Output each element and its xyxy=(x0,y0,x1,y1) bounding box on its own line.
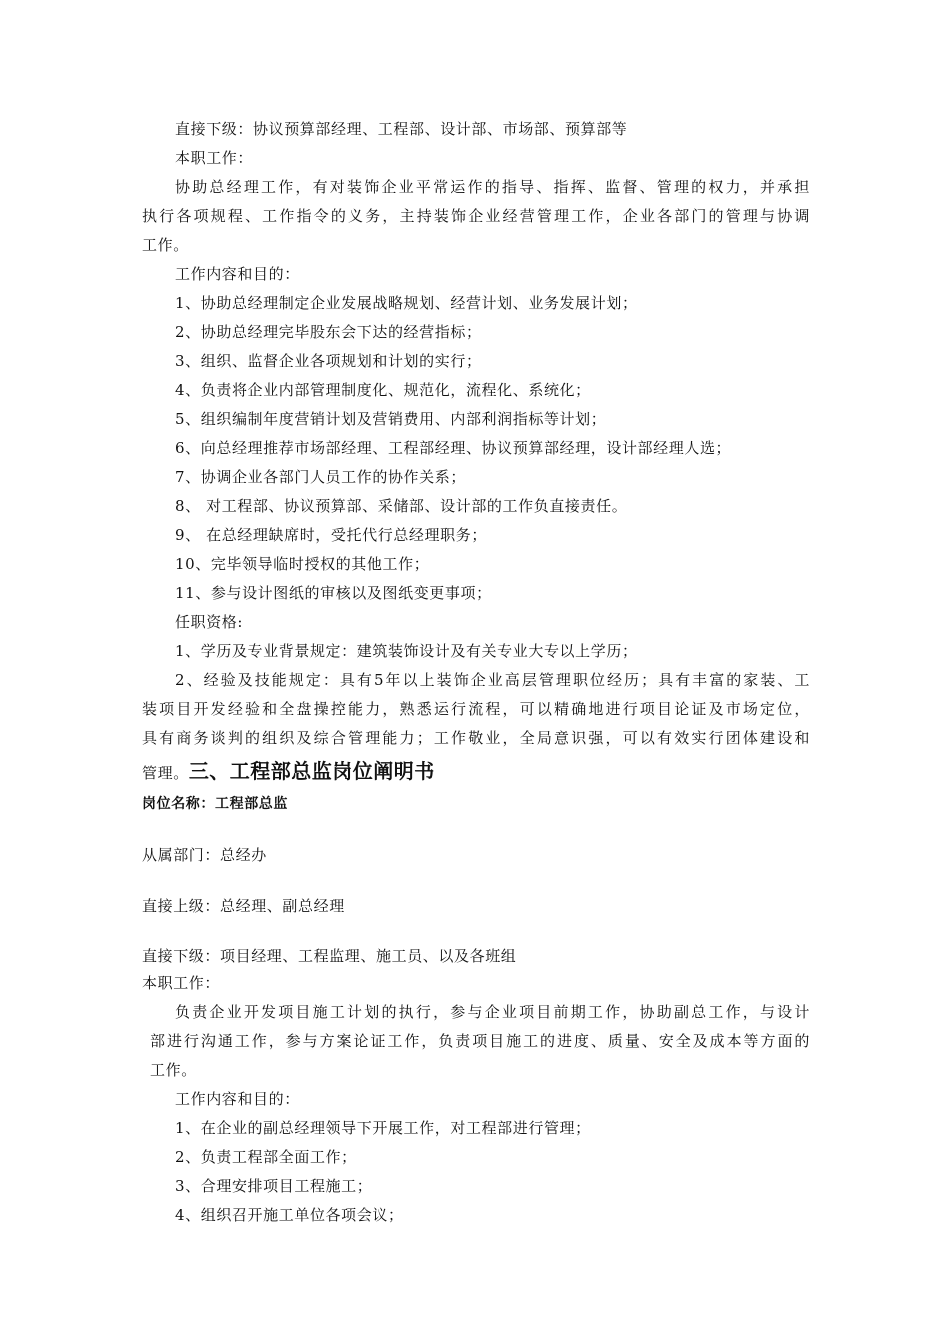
duty-label: 本职工作： xyxy=(142,974,221,992)
list-item: 3、合理安排项目工程施工； xyxy=(175,1177,373,1195)
list-item: 1、协助总经理制定企业发展战略规划、经营计划、业务发展计划； xyxy=(175,294,638,312)
list-item: 9、 在总经理缺席时，受托代行总经理职务； xyxy=(175,526,487,544)
list-item: 8、 对工程部、协议预算部、采储部、设计部的工作负直接责任。 xyxy=(175,497,628,515)
list-item: 10、完毕领导临时授权的其他工作； xyxy=(175,555,430,573)
heading-row xyxy=(142,757,435,787)
qualification-label: 任职资格: xyxy=(175,613,244,631)
list-item: 6、向总经理推荐市场部经理、工程部经理、协议预算部经理，设计部经理人选； xyxy=(175,439,732,457)
qualification-1: 1、学历及专业背景规定：建筑装饰设计及有关专业大专以上学历； xyxy=(175,642,638,660)
list-item: 4、负责将企业内部管理制度化、规范化，流程化、系统化； xyxy=(175,381,591,399)
duty-line-2: 部进行沟通工作，参与方案论证工作，负责项目施工的进度、质量、安全及成本等方面的 xyxy=(150,1032,810,1050)
subordinates-line: 直接下级：项目经理、工程监理、施工员、以及各班组 xyxy=(142,947,517,965)
list-item: 4、组织召开施工单位各项会议； xyxy=(175,1206,404,1224)
content-label: 工作内容和目的： xyxy=(175,265,300,283)
qualification-2-line-2: 装项目开发经验和全盘操控能力，熟悉运行流程，可以精确地进行项目论证及市场定位， xyxy=(142,700,810,718)
list-item: 3、组织、监督企业各项规划和计划的实行； xyxy=(175,352,482,370)
subordinates-line: 直接下级：协议预算部经理、工程部、设计部、市场部、预算部等 xyxy=(175,120,628,138)
duty-line-1: 协助总经理工作，有对装饰企业平常运作的指导、指挥、监督、管理的权力，并承担 xyxy=(175,178,810,196)
duty-label: 本职工作： xyxy=(175,149,254,167)
section-title: 三、工程部总监岗位阐明书 xyxy=(188,759,435,783)
duty-line-3: 工作。 xyxy=(150,1061,197,1079)
duty-line-2: 执行各项规程、工作指令的义务，主持装饰企业经营管理工作，企业各部门的管理与协调 xyxy=(142,207,810,225)
qualification-2-line-1: 2、经验及技能规定：具有5年以上装饰企业高层管理职位经历；具有丰富的家装、工 xyxy=(175,671,810,689)
qualification-2-last: 管理。 xyxy=(142,764,189,782)
superior-line: 直接上级：总经理、副总经理 xyxy=(142,897,345,915)
position-name: 岗位名称：工程部总监 xyxy=(142,796,288,812)
list-item: 2、负责工程部全面工作； xyxy=(175,1148,357,1166)
duty-line-1: 负责企业开发项目施工计划的执行，参与企业项目前期工作，协助副总工作，与设计 xyxy=(175,1003,810,1021)
qualification-2-line-3: 具有商务谈判的组织及综合管理能力；工作敬业，全局意识强，可以有效实行团体建设和 xyxy=(142,729,810,747)
list-item: 2、协助总经理完毕股东会下达的经营指标； xyxy=(175,323,482,341)
duty-line-3: 工作。 xyxy=(142,236,189,254)
list-item: 1、在企业的副总经理领导下开展工作，对工程部进行管理； xyxy=(175,1119,591,1137)
list-item: 5、组织编制年度营销计划及营销费用、内部利润指标等计划； xyxy=(175,410,607,428)
list-item: 7、协调企业各部门人员工作的协作关系； xyxy=(175,468,466,486)
content-label: 工作内容和目的： xyxy=(175,1090,300,1108)
list-item: 11、参与设计图纸的审核以及图纸变更事项； xyxy=(175,584,492,602)
department-line: 从属部门：总经办 xyxy=(142,846,267,864)
